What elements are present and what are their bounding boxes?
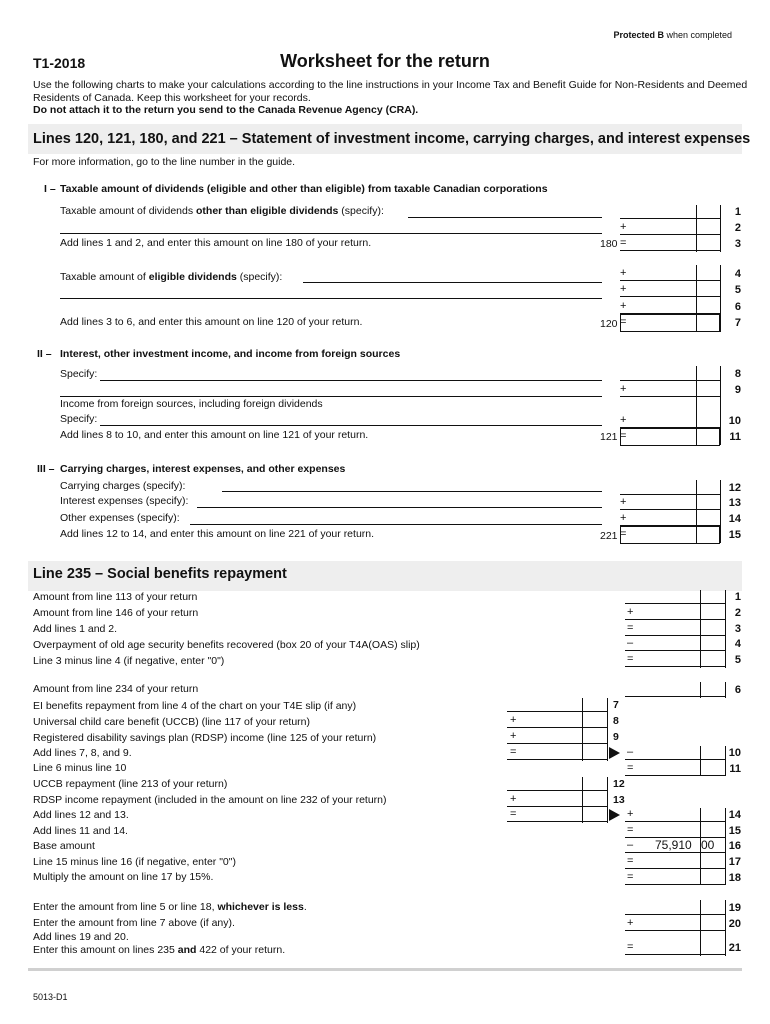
line-14-label: Other expenses (specify):: [60, 512, 180, 524]
s2-line-6-label: Amount from line 234 of your return: [33, 683, 199, 695]
row-number: 12: [728, 482, 741, 494]
operator-plus: +: [620, 267, 627, 279]
line-7-total-field[interactable]: [620, 314, 720, 332]
intro-text: Use the following charts to make your calculations according to the line instructions in your Income Tax and Benefit Guide for Non-Residents and Deemed Residents of Canada. Keep this worksheet for your records. Do not attach it to the return you send to the Canada Revenue Agency (CRA).: [33, 79, 748, 116]
operator-minus: –: [627, 746, 634, 758]
column-edge: [725, 746, 726, 776]
s2-line-11-label: Line 6 minus line 10: [33, 762, 127, 774]
row-number: 9: [613, 731, 619, 743]
part-iii-roman: III –: [37, 463, 55, 475]
operator-equals: =: [627, 653, 634, 665]
s2-line-18-label: Multiply the amount on line 17 by 15%.: [33, 871, 214, 883]
section-title-investment: Lines 120, 121, 180, and 221 – Statement of investment income, carrying charges, and interest expenses: [33, 131, 751, 147]
specify-field[interactable]: [60, 233, 602, 234]
specify-label: Specify:: [60, 413, 98, 425]
s2-line-21a-label: Add lines 19 and 20.: [33, 931, 129, 943]
footer-code: 5013-D1: [33, 992, 68, 1002]
line-12-amount-field[interactable]: [620, 494, 720, 495]
row-number: 13: [613, 794, 625, 806]
operator-plus: +: [627, 808, 634, 820]
specify-label: Specify:: [60, 368, 98, 380]
row-number: 11: [729, 763, 741, 775]
operator-plus: +: [627, 917, 634, 929]
column-edge: [720, 366, 721, 445]
row-number: 6: [734, 684, 741, 696]
s2-line-4-label: Overpayment of old age security benefits recovered (box 20 of your T4A(OAS) slip): [33, 639, 420, 651]
row-number: 1: [734, 206, 741, 218]
s2-line-5-amount-field[interactable]: [625, 666, 725, 667]
row-number: 15: [728, 825, 741, 837]
row-number: 19: [728, 902, 741, 914]
protected-notice: Protected B when completed: [613, 30, 732, 40]
specify-field[interactable]: [100, 380, 602, 381]
base-amount-cents: 00: [701, 838, 715, 852]
s2-line-2-amount-field[interactable]: [625, 619, 725, 620]
part-i-roman: I –: [44, 183, 56, 195]
s2-line-21-amount-field[interactable]: [625, 954, 725, 955]
row-number: 3: [734, 238, 741, 250]
subtotal-field[interactable]: [507, 821, 607, 822]
operator-plus: +: [620, 283, 627, 295]
line-ref-121: 121: [600, 431, 618, 443]
cents-separator: [696, 265, 697, 332]
s2-line-21b-label: Enter this amount on lines 235 and 422 of your return.: [33, 944, 286, 956]
operator-equals: =: [620, 528, 627, 540]
row-number: 12: [613, 778, 625, 790]
row-number: 3: [734, 623, 741, 635]
s2-line-10-amount-field[interactable]: [625, 759, 725, 760]
line-8-amount-field[interactable]: [620, 380, 720, 381]
s2-line-1-label: Amount from line 113 of your return: [33, 591, 198, 603]
specify-field[interactable]: [303, 282, 602, 283]
s2-line-13-amount-field[interactable]: [507, 806, 607, 807]
line-15-total-field[interactable]: [620, 526, 720, 544]
cents-separator: [700, 682, 701, 698]
row-number: 2: [734, 222, 741, 234]
line-5-amount-field[interactable]: [620, 296, 720, 297]
column-edge: [725, 808, 726, 885]
s2-line-7-label: EI benefits repayment from line 4 of the chart on your T4E slip (if any): [33, 700, 357, 712]
operator-minus: –: [627, 637, 634, 649]
cents-separator: [696, 205, 697, 252]
s2-line-9-label: Registered disability savings plan (RDSP) income (line 125 of your return): [33, 732, 377, 744]
row-number: 5: [734, 284, 741, 296]
s2-line-19-label: Enter the amount from line 5 or line 18, whichever is less.: [33, 901, 307, 913]
more-info-text: For more information, go to the line number in the guide.: [33, 156, 296, 168]
line-2-amount-field[interactable]: [620, 234, 720, 235]
specify-field[interactable]: [190, 524, 602, 525]
s2-line-14-amount-field[interactable]: [625, 821, 725, 822]
operator-equals: =: [627, 824, 634, 836]
s2-line-1-amount-field[interactable]: [625, 603, 725, 604]
operator-equals: =: [620, 237, 627, 249]
operator-equals: =: [627, 941, 634, 953]
line-7-label: Add lines 3 to 6, and enter this amount on line 120 of your return.: [60, 316, 363, 328]
subtotal-field[interactable]: [507, 759, 607, 760]
specify-field[interactable]: [222, 491, 602, 492]
operator-equals: =: [620, 316, 627, 328]
line-3-label: Add lines 1 and 2, and enter this amount on line 180 of your return.: [60, 237, 372, 249]
cents-separator: [696, 480, 697, 543]
line-1-amount-field[interactable]: [620, 218, 720, 219]
s2-line-4-amount-field[interactable]: [625, 650, 725, 651]
cents-separator: [582, 777, 583, 823]
s2-line-9-amount-field[interactable]: [507, 743, 607, 744]
operator-equals: =: [627, 762, 634, 774]
specify-field[interactable]: [100, 425, 602, 426]
cents-separator: [582, 698, 583, 761]
s2-line-17-amount-field[interactable]: [625, 868, 725, 869]
operator-plus: +: [620, 221, 627, 233]
arrow-right-icon: [609, 809, 620, 821]
line-13-amount-field[interactable]: [620, 509, 720, 510]
row-number: 8: [734, 368, 741, 380]
s2-line-5-label: Line 3 minus line 4 (if negative, enter "0"): [33, 655, 225, 667]
column-edge: [720, 205, 721, 252]
section-title-social-benefits: Line 235 – Social benefits repayment: [33, 566, 287, 582]
cents-separator: [700, 746, 701, 776]
row-number: 5: [734, 654, 741, 666]
row-number: 4: [734, 638, 741, 650]
row-number: 21: [728, 942, 741, 954]
operator-plus: +: [510, 714, 517, 726]
form-id: T1-2018: [33, 55, 86, 71]
row-number: 8: [613, 715, 619, 727]
operator-equals: =: [627, 855, 634, 867]
line-ref-221: 221: [600, 530, 618, 542]
part-i-title: Taxable amount of dividends (eligible and other than eligible) from taxable Canadian corporations: [60, 183, 548, 195]
operator-plus: +: [510, 730, 517, 742]
part-ii-title: Interest, other investment income, and income from foreign sources: [60, 348, 401, 360]
row-number: 2: [734, 607, 741, 619]
s2-line-15-label: Add lines 11 and 14.: [33, 825, 128, 837]
row-number: 14: [728, 513, 741, 525]
cents-separator: [700, 900, 701, 956]
operator-plus: +: [620, 496, 627, 508]
line-4-amount-field[interactable]: [620, 280, 720, 281]
specify-field[interactable]: [197, 507, 602, 508]
row-number: 7: [613, 699, 619, 711]
row-number: 4: [734, 268, 741, 280]
s2-line-12-label: UCCB repayment (line 213 of your return): [33, 778, 228, 790]
s2-line-13-label: RDSP income repayment (included in the amount on line 232 of your return): [33, 794, 387, 806]
row-number: 18: [728, 872, 741, 884]
operator-equals: =: [510, 808, 517, 820]
page-title: Worksheet for the return: [280, 51, 490, 71]
cents-separator: [696, 366, 697, 445]
s2-line-19-amount-field[interactable]: [625, 914, 725, 915]
s2-line-18-amount-field[interactable]: [625, 884, 725, 885]
operator-plus: +: [620, 512, 627, 524]
operator-plus: +: [620, 383, 627, 395]
operator-equals: =: [620, 430, 627, 442]
row-number: 10: [728, 747, 741, 759]
line-ref-180: 180: [600, 238, 618, 250]
line-11-total-field[interactable]: [620, 428, 720, 446]
line-15-label: Add lines 12 to 14, and enter this amount on line 221 of your return.: [60, 528, 375, 540]
line-12-label: Carrying charges (specify):: [60, 480, 186, 492]
line-3-amount-field[interactable]: [620, 250, 720, 251]
s2-line-20-label: Enter the amount from line 7 above (if any).: [33, 917, 235, 929]
s2-line-20-amount-field[interactable]: [625, 930, 725, 931]
foreign-income-label: Income from foreign sources, including foreign dividends: [60, 398, 323, 410]
specify-field[interactable]: [60, 298, 602, 299]
column-edge: [725, 900, 726, 956]
operator-equals: =: [627, 622, 634, 634]
base-amount-value: 75,910: [655, 838, 692, 852]
operator-plus: +: [620, 300, 627, 312]
column-edge: [607, 777, 608, 823]
s2-line-12-amount-field[interactable]: [507, 790, 607, 791]
row-number: 10: [728, 415, 741, 427]
column-edge: [720, 480, 721, 543]
row-number: 11: [729, 431, 741, 443]
column-edge: [607, 698, 608, 761]
s2-line-16-label: Base amount: [33, 840, 95, 852]
column-edge: [725, 590, 726, 668]
operator-plus: +: [620, 414, 627, 426]
operator-plus: +: [510, 793, 517, 805]
row-number: 14: [728, 809, 741, 821]
s2-line-3-amount-field[interactable]: [625, 635, 725, 636]
part-ii-roman: II –: [37, 348, 52, 360]
s2-line-8-label: Universal child care benefit (UCCB) (line 117 of your return): [33, 716, 310, 728]
operator-minus: –: [627, 839, 634, 851]
operator-equals: =: [627, 871, 634, 883]
row-number: 7: [734, 317, 741, 329]
part-iii-title: Carrying charges, interest expenses, and other expenses: [60, 463, 346, 475]
s2-line-17-label: Line 15 minus line 16 (if negative, enter "0"): [33, 856, 236, 868]
s2-line-11-amount-field[interactable]: [625, 775, 725, 776]
s2-line-15-amount-field[interactable]: [625, 837, 725, 838]
s2-line-7-amount-field[interactable]: [507, 711, 607, 712]
row-number: 1: [734, 591, 741, 603]
column-edge: [725, 682, 726, 698]
row-number: 15: [728, 529, 741, 541]
row-number: 6: [734, 301, 741, 313]
line-13-label: Interest expenses (specify):: [60, 495, 189, 507]
cents-separator: [700, 808, 701, 885]
s2-line-2-label: Amount from line 146 of your return: [33, 607, 199, 619]
s2-line-8-amount-field[interactable]: [507, 727, 607, 728]
s2-line-6-amount-field[interactable]: [625, 696, 725, 697]
row-number: 20: [728, 918, 741, 930]
line-4-label: Taxable amount of eligible dividends (specify):: [60, 271, 283, 283]
line-ref-120: 120: [600, 318, 618, 330]
row-number: 16: [728, 840, 741, 852]
operator-plus: +: [627, 606, 634, 618]
operator-equals: =: [510, 746, 517, 758]
s2-line-14-label: Add lines 12 and 13.: [33, 809, 129, 821]
s2-line-16-amount-field[interactable]: [625, 852, 725, 853]
specify-field[interactable]: [408, 217, 602, 218]
section-divider: [28, 968, 742, 971]
row-number: 9: [734, 384, 741, 396]
row-number: 17: [728, 856, 741, 868]
line-1-label: Taxable amount of dividends other than eligible dividends (specify):: [60, 205, 384, 217]
specify-field[interactable]: [60, 396, 602, 397]
line-9-amount-field[interactable]: [620, 396, 720, 397]
line-11-label: Add lines 8 to 10, and enter this amount on line 121 of your return.: [60, 429, 369, 441]
s2-line-3-label: Add lines 1 and 2.: [33, 623, 118, 635]
row-number: 13: [728, 497, 741, 509]
arrow-right-icon: [609, 747, 620, 759]
s2-line-10-label: Add lines 7, 8, and 9.: [33, 747, 132, 759]
column-edge: [720, 265, 721, 332]
cents-separator: [700, 590, 701, 668]
